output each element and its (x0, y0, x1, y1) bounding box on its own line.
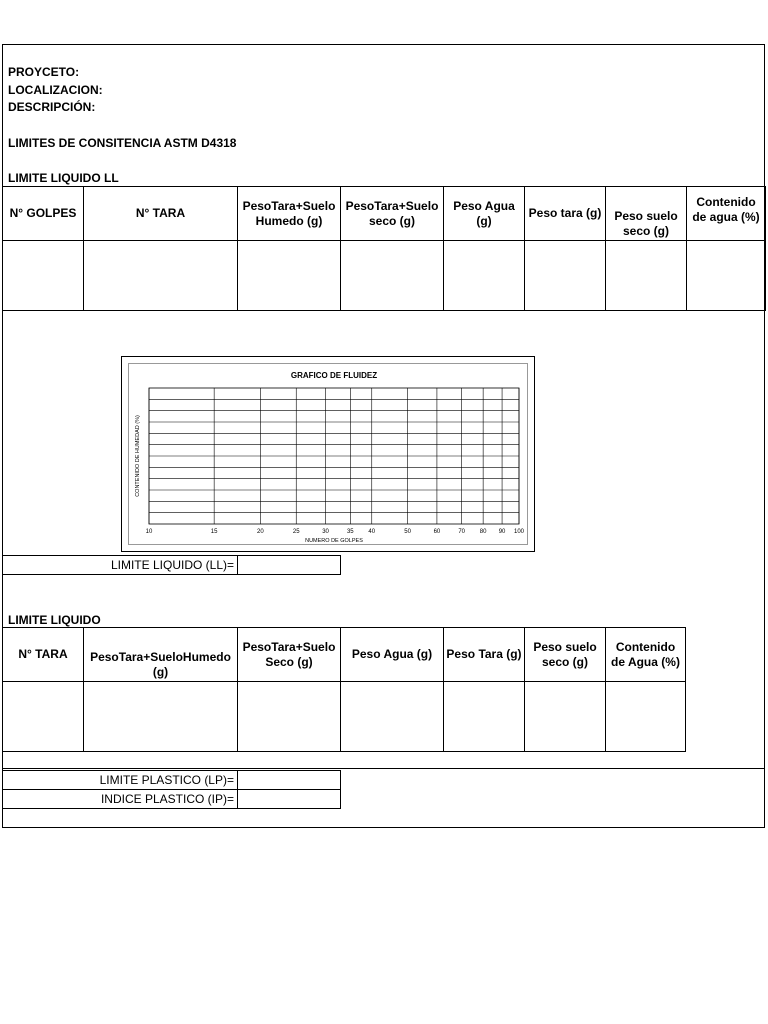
ll-cell-water-weight[interactable] (444, 241, 525, 311)
section-divider (2, 768, 765, 769)
ll-header-dry-weight: PesoTara+Suelo seco (g) (341, 187, 444, 241)
ll-cell-moisture[interactable] (687, 241, 766, 311)
ll-cell-wet-weight[interactable] (238, 241, 341, 311)
ll-header-dry-soil: Peso suelo seco (g) (606, 187, 687, 241)
flow-chart-frame (121, 356, 535, 552)
lp-section-title: LIMITE LIQUIDO (8, 613, 101, 627)
ll-table (2, 186, 766, 311)
chart-x-tick-label: 70 (458, 529, 466, 535)
ll-header-tara: N° TARA (84, 187, 238, 241)
chart-x-axis-label: NUMERO DE GOLPES (305, 538, 363, 544)
chart-x-tick-label: 60 (433, 529, 441, 535)
chart-x-tick-label: 80 (479, 529, 487, 535)
lp-cell-wet-weight[interactable] (84, 682, 238, 752)
location-label: LOCALIZACION: (8, 83, 103, 97)
lp-cell-water-weight[interactable] (341, 682, 444, 752)
chart-x-tick-label: 15 (210, 529, 218, 535)
ip-result-input[interactable] (238, 790, 341, 809)
lp-cell-dry-weight[interactable] (238, 682, 341, 752)
lp-ip-results (2, 770, 341, 809)
chart-x-tick-label: 40 (368, 529, 376, 535)
ll-cell-dry-weight[interactable] (341, 241, 444, 311)
lp-cell-moisture[interactable] (606, 682, 686, 752)
flow-chart (129, 364, 527, 544)
lp-header-dry-weight: PesoTara+Suelo Seco (g) (238, 628, 341, 682)
chart-x-tick-label: 90 (498, 529, 506, 535)
lp-cell-tare-weight[interactable] (444, 682, 525, 752)
ll-result-input[interactable] (238, 556, 341, 575)
lp-header-wet-weight: PesoTara+SueloHumedo (g) (84, 628, 238, 682)
flow-chart-panel (128, 363, 528, 545)
ll-cell-tara[interactable] (84, 241, 238, 311)
lp-header-dry-soil: Peso suelo seco (g) (525, 628, 606, 682)
ll-header-golpes: N° GOLPES (3, 187, 84, 241)
chart-y-axis-label: CONTENIDO DE HUMEDAD (%) (135, 415, 141, 497)
lp-header-tara: N° TARA (3, 628, 84, 682)
chart-title: GRAFICO DE FLUIDEZ (290, 371, 378, 380)
lp-result-input[interactable] (238, 771, 341, 790)
chart-x-tick-label: 50 (404, 529, 411, 535)
ll-result-label: LIMITE LIQUIDO (LL)= (3, 556, 238, 575)
project-label: PROYCETO: (8, 65, 80, 79)
lp-cell-dry-soil[interactable] (525, 682, 606, 752)
ip-result-label: INDICE PLASTICO (IP)= (3, 790, 238, 809)
ll-section-title: LIMITE LIQUIDO LL (8, 171, 119, 185)
lp-header-tare-weight: Peso Tara (g) (444, 628, 525, 682)
chart-x-tick-label: 35 (346, 529, 354, 535)
lp-cell-tara[interactable] (3, 682, 84, 752)
chart-x-tick-label: 100 (513, 529, 525, 535)
ll-header-tare-weight: Peso tara (g) (525, 187, 606, 241)
lp-header-water-weight: Peso Agua (g) (341, 628, 444, 682)
ll-header-water-weight: Peso Agua (g) (444, 187, 525, 241)
chart-x-tick-label: 25 (292, 529, 300, 535)
chart-x-tick-label: 10 (145, 529, 153, 535)
ll-header-wet-weight: PesoTara+Suelo Humedo (g) (238, 187, 341, 241)
lp-table (2, 627, 686, 752)
lp-header-moisture: Contenido de Agua (%) (606, 628, 686, 682)
description-label: DESCRIPCIÓN: (8, 100, 96, 114)
lp-result-label: LIMITE PLASTICO (LP)= (3, 771, 238, 790)
chart-x-tick-label: 30 (322, 529, 329, 535)
limits-title: LIMITES DE CONSITENCIA ASTM D4318 (8, 136, 237, 150)
ll-result-row (2, 555, 341, 575)
ll-cell-dry-soil[interactable] (606, 241, 687, 311)
ll-cell-golpes[interactable] (3, 241, 84, 311)
chart-x-tick-label: 20 (257, 529, 264, 535)
ll-header-moisture: Contenido de agua (%) (687, 187, 766, 241)
ll-cell-tare-weight[interactable] (525, 241, 606, 311)
